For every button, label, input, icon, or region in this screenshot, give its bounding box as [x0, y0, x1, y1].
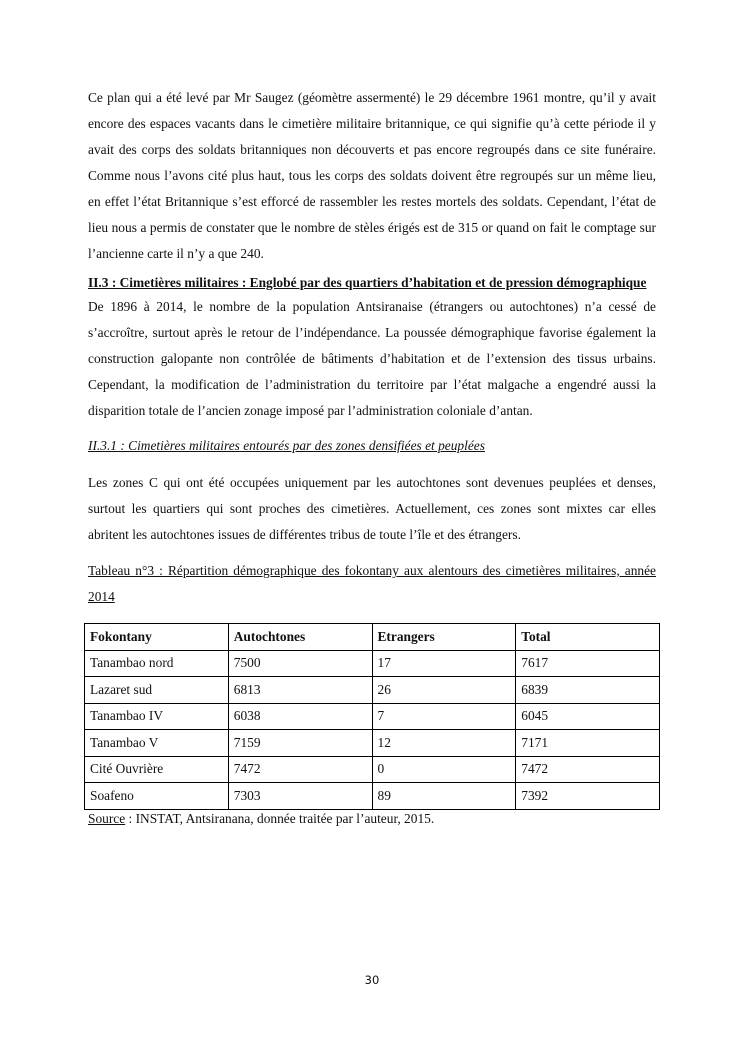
table-cell: 6038	[228, 703, 372, 730]
column-header: Total	[516, 624, 660, 651]
subsection-heading: II.3.1 : Cimetières militaires entourés par des zones densifiées et peuplées	[88, 438, 485, 453]
table-cell: 6813	[228, 677, 372, 704]
table-row	[85, 730, 660, 757]
table-row	[85, 703, 660, 730]
table-header-row	[85, 624, 660, 651]
table-row	[85, 783, 660, 810]
table-cell: 7472	[228, 756, 372, 783]
page-number: 30	[364, 973, 380, 987]
table-cell: Lazaret sud	[85, 677, 229, 704]
table-cell: 7303	[228, 783, 372, 810]
table-cell: 17	[372, 650, 516, 677]
source-text: : INSTAT, Antsiranana, donnée traitée par l’auteur, 2015.	[125, 810, 435, 826]
section-heading: II.3 : Cimetières militaires : Englobé par des quartiers d’habitation et de pression démographique	[88, 275, 647, 290]
table-caption: Tableau n°3 : Répartition démographique des fokontany aux alentours des cimetières militaires, année 2014	[88, 563, 656, 604]
source-label: Source	[88, 810, 126, 826]
paragraph-1: Ce plan qui a été levé par Mr Saugez (géomètre assermenté) le 29 décembre 1961 montre, qu’il y avait encore des espaces vacants dans le cimetière militaire britannique, ce qui signifie qu’à cette période il y avait des corps des soldats britanniques non découverts et pas encore regroupés dans ce site funéraire. Comme nous l’avons cité plus haut, tous les corps des soldats doivent être regroupés sur un même lieu, en effet l’état Britannique s’est efforcé de rassembler les restes mortels des soldats. Cependant, l’état de lieu nous a permis de constater que le nombre de stèles érigés est de 315 or quand on fait le comptage sur l’ancienne carte il n’y a que 240.	[88, 90, 656, 261]
table-cell: 7159	[228, 730, 372, 757]
column-header: Autochtones	[228, 624, 372, 651]
population-table	[84, 623, 660, 810]
table-cell: 7171	[516, 730, 660, 757]
table-cell: 7392	[516, 783, 660, 810]
column-header: Fokontany	[85, 624, 229, 651]
table-cell: Tanambao IV	[85, 703, 229, 730]
table-cell: Cité Ouvrière	[85, 756, 229, 783]
table-cell: 26	[372, 677, 516, 704]
table-cell: Tanambao nord	[85, 650, 229, 677]
table-cell: Soafeno	[85, 783, 229, 810]
column-header: Etrangers	[372, 624, 516, 651]
table-cell: 6839	[516, 677, 660, 704]
table-row	[85, 677, 660, 704]
table-row	[85, 650, 660, 677]
table-source	[88, 810, 656, 828]
table-cell: 6045	[516, 703, 660, 730]
table-cell: 7617	[516, 650, 660, 677]
table-cell: 7472	[516, 756, 660, 783]
table-cell: 7	[372, 703, 516, 730]
table-cell: 7500	[228, 650, 372, 677]
table-cell: Tanambao V	[85, 730, 229, 757]
table-cell: 89	[372, 783, 516, 810]
table-cell: 12	[372, 730, 516, 757]
paragraph-3: Les zones C qui ont été occupées uniquement par les autochtones sont devenues peuplées et denses, surtout les quartiers qui sont proches des cimetières. Actuellement, ces zones sont mixtes car elles abritent les autochtones issues de différentes tribus de toute l’île et des étrangers.	[88, 475, 656, 542]
paragraph-2: De 1896 à 2014, le nombre de la population Antsiranaise (étrangers ou autochtones) n’a cessé de s’accroître, surtout après le retour de l’indépendance. La poussée démographique favorise également la construction galopante non contrôlée de bâtiments d’habitation et de l’extension des tissus urbains. Cependant, la modification de l’administration du territoire par l’état malgache a engendré aussi la disparition totale de l’ancien zonage imposé par l’administration coloniale d’antan.	[88, 299, 656, 418]
table-cell: 0	[372, 756, 516, 783]
page-content	[88, 85, 656, 828]
table-row	[85, 756, 660, 783]
